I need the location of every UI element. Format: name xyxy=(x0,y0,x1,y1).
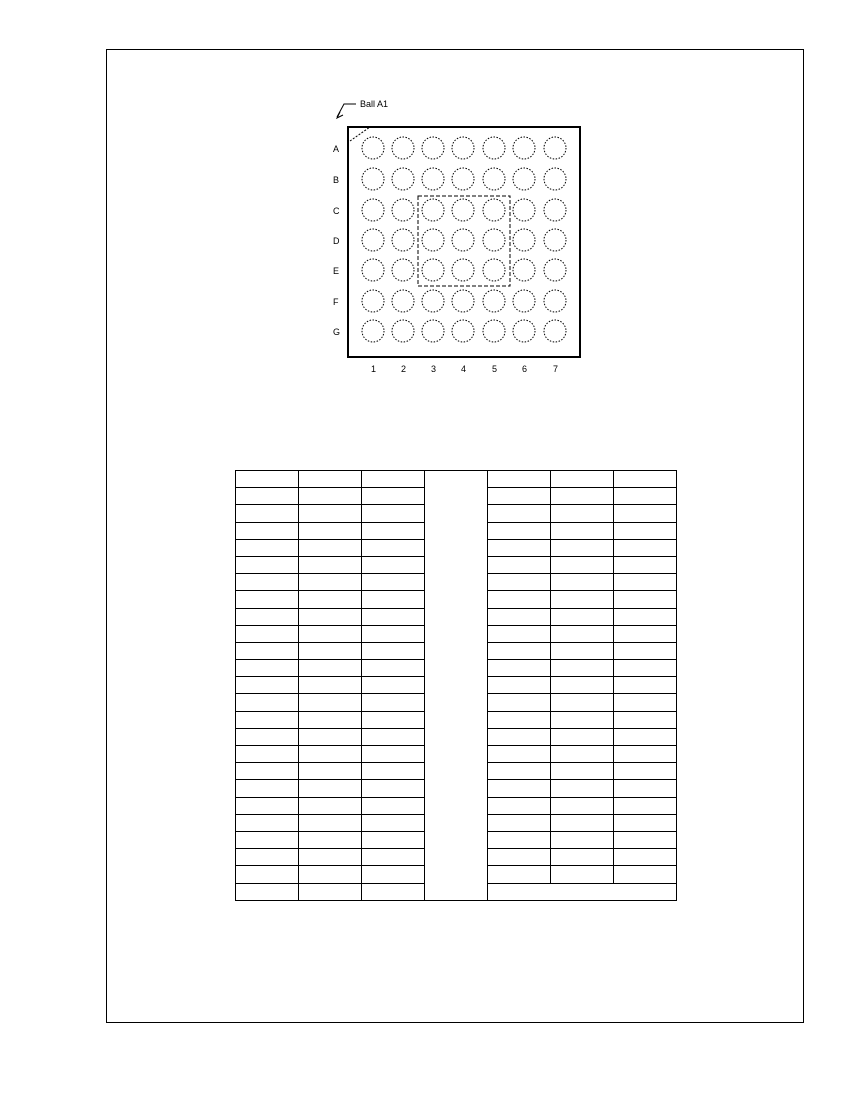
table-cell xyxy=(551,505,614,522)
table-cell xyxy=(362,883,425,900)
row-label: A xyxy=(333,144,340,154)
table-cell xyxy=(488,471,551,488)
table-cell xyxy=(362,539,425,556)
table-cell xyxy=(236,814,299,831)
table-cell xyxy=(299,574,362,591)
table-cell xyxy=(551,746,614,763)
ball-array xyxy=(362,137,566,342)
table-cell xyxy=(488,505,551,522)
table-cell xyxy=(236,625,299,642)
table-cell xyxy=(488,608,551,625)
column-label: 2 xyxy=(401,364,407,374)
table-cell xyxy=(299,746,362,763)
table-cell xyxy=(614,488,677,505)
table-cell xyxy=(236,608,299,625)
table-cell xyxy=(236,711,299,728)
ball-G7 xyxy=(544,320,566,342)
table-cell xyxy=(614,608,677,625)
row-label: B xyxy=(333,175,340,185)
pin-assignment-table xyxy=(235,470,677,901)
table-cell xyxy=(236,831,299,848)
table-cell xyxy=(551,677,614,694)
table-cell xyxy=(299,677,362,694)
table-cell xyxy=(551,591,614,608)
table-cell xyxy=(614,591,677,608)
ball-C7 xyxy=(544,199,566,221)
table-cell xyxy=(299,797,362,814)
table-cell xyxy=(551,625,614,642)
table-cell xyxy=(488,849,551,866)
table-cell xyxy=(488,677,551,694)
ball-D1 xyxy=(362,229,384,251)
ball-E6 xyxy=(513,259,535,281)
ball-B3 xyxy=(422,168,444,190)
table-cell xyxy=(236,763,299,780)
table-cell xyxy=(299,728,362,745)
table-cell-merged xyxy=(488,883,677,900)
ball-C5 xyxy=(483,199,505,221)
table-cell xyxy=(614,471,677,488)
table-cell xyxy=(236,591,299,608)
table-cell xyxy=(299,814,362,831)
ball-D3 xyxy=(422,229,444,251)
ball-C3 xyxy=(422,199,444,221)
ball-G2 xyxy=(392,320,414,342)
ball-D7 xyxy=(544,229,566,251)
table-cell xyxy=(551,660,614,677)
column-label: 3 xyxy=(431,364,437,374)
ball-D4 xyxy=(452,229,474,251)
table-cell xyxy=(299,488,362,505)
table-cell xyxy=(299,780,362,797)
table-cell xyxy=(362,522,425,539)
column-labels xyxy=(371,364,558,374)
ball-C6 xyxy=(513,199,535,221)
table-cell xyxy=(551,780,614,797)
ball-G5 xyxy=(483,320,505,342)
table-cell xyxy=(362,711,425,728)
table-cell xyxy=(236,539,299,556)
ball-C2 xyxy=(392,199,414,221)
table-cell xyxy=(299,642,362,659)
ball-B4 xyxy=(452,168,474,190)
table-cell xyxy=(614,556,677,573)
table-cell xyxy=(362,763,425,780)
table-cell xyxy=(362,505,425,522)
table-cell xyxy=(362,866,425,883)
table-cell xyxy=(488,797,551,814)
table-cell xyxy=(236,780,299,797)
table-cell xyxy=(236,746,299,763)
table-cell xyxy=(614,642,677,659)
table-cell xyxy=(236,471,299,488)
table-cell xyxy=(299,849,362,866)
ball-A6 xyxy=(513,137,535,159)
table-cell xyxy=(362,625,425,642)
table-cell xyxy=(362,488,425,505)
table-cell xyxy=(488,746,551,763)
ball-G6 xyxy=(513,320,535,342)
table-cell xyxy=(488,814,551,831)
table-cell xyxy=(488,866,551,883)
ball-B2 xyxy=(392,168,414,190)
row-label: E xyxy=(333,266,340,276)
ball-A7 xyxy=(544,137,566,159)
ball-E5 xyxy=(483,259,505,281)
ball-C4 xyxy=(452,199,474,221)
table-spacer xyxy=(425,471,488,901)
table-cell xyxy=(299,660,362,677)
table-cell xyxy=(614,505,677,522)
ball-D5 xyxy=(483,229,505,251)
table-cell xyxy=(488,488,551,505)
table-cell xyxy=(236,642,299,659)
table-cell xyxy=(299,866,362,883)
package-outline xyxy=(348,127,580,357)
table-cell xyxy=(362,831,425,848)
table-cell xyxy=(614,539,677,556)
table-cell xyxy=(488,556,551,573)
table-cell xyxy=(362,574,425,591)
ball-E3 xyxy=(422,259,444,281)
table-cell xyxy=(236,883,299,900)
ball-B6 xyxy=(513,168,535,190)
table-cell xyxy=(362,471,425,488)
table-cell xyxy=(236,522,299,539)
table-cell xyxy=(614,677,677,694)
table-cell xyxy=(299,694,362,711)
column-label: 5 xyxy=(492,364,498,374)
table-cell xyxy=(614,694,677,711)
table-cell xyxy=(299,591,362,608)
table-cell xyxy=(236,488,299,505)
table-cell xyxy=(236,849,299,866)
table-cell xyxy=(299,625,362,642)
table-cell xyxy=(362,849,425,866)
ball-F4 xyxy=(452,290,474,312)
table-cell xyxy=(299,505,362,522)
table-cell xyxy=(551,574,614,591)
table-cell xyxy=(614,574,677,591)
table-cell xyxy=(551,471,614,488)
ball-B7 xyxy=(544,168,566,190)
column-label: 1 xyxy=(371,364,377,374)
table-cell xyxy=(488,625,551,642)
table-cell xyxy=(488,831,551,848)
row-labels xyxy=(333,144,340,337)
table-cell xyxy=(299,539,362,556)
table-cell xyxy=(614,831,677,848)
table-cell xyxy=(362,780,425,797)
ball-B5 xyxy=(483,168,505,190)
ball-F1 xyxy=(362,290,384,312)
column-label: 6 xyxy=(522,364,528,374)
table-cell xyxy=(362,608,425,625)
table-cell xyxy=(236,866,299,883)
table-cell xyxy=(551,866,614,883)
ball-B1 xyxy=(362,168,384,190)
table-cell xyxy=(551,642,614,659)
table-cell xyxy=(614,763,677,780)
table-cell xyxy=(299,883,362,900)
table-cell xyxy=(551,711,614,728)
table-cell xyxy=(362,797,425,814)
row-label: D xyxy=(333,236,340,246)
ball-D2 xyxy=(392,229,414,251)
table-cell xyxy=(551,488,614,505)
table-cell xyxy=(614,814,677,831)
table-cell xyxy=(236,505,299,522)
row-label: C xyxy=(333,206,340,216)
table-cell xyxy=(299,831,362,848)
column-label: 7 xyxy=(553,364,559,374)
ball-A5 xyxy=(483,137,505,159)
table-cell xyxy=(236,694,299,711)
table-row xyxy=(236,471,677,488)
table-cell xyxy=(236,574,299,591)
table-cell xyxy=(488,711,551,728)
table-cell xyxy=(551,608,614,625)
table-cell xyxy=(236,556,299,573)
table-cell xyxy=(362,814,425,831)
table-cell xyxy=(614,660,677,677)
table-cell xyxy=(551,797,614,814)
ball-A1 xyxy=(362,137,384,159)
table-cell xyxy=(551,849,614,866)
ball-G3 xyxy=(422,320,444,342)
table-cell xyxy=(362,746,425,763)
table-cell xyxy=(488,780,551,797)
ball-grid-diagram xyxy=(0,0,850,460)
table-cell xyxy=(488,660,551,677)
ball-E7 xyxy=(544,259,566,281)
table-cell xyxy=(488,642,551,659)
ball-F3 xyxy=(422,290,444,312)
table-cell xyxy=(551,539,614,556)
table-cell xyxy=(551,814,614,831)
table-cell xyxy=(362,642,425,659)
table-cell xyxy=(299,711,362,728)
center-ball-region xyxy=(418,196,510,286)
table-cell xyxy=(488,763,551,780)
ball-G4 xyxy=(452,320,474,342)
table-cell xyxy=(488,539,551,556)
ball-F2 xyxy=(392,290,414,312)
table-cell xyxy=(614,711,677,728)
row-label: F xyxy=(333,297,339,307)
table-cell xyxy=(614,728,677,745)
table-cell xyxy=(362,591,425,608)
table-cell xyxy=(236,728,299,745)
row-label: G xyxy=(333,327,341,337)
table-cell xyxy=(362,728,425,745)
table-cell xyxy=(551,694,614,711)
table-cell xyxy=(299,471,362,488)
table-cell xyxy=(551,763,614,780)
table-cell xyxy=(614,797,677,814)
ball-F6 xyxy=(513,290,535,312)
table-cell xyxy=(488,522,551,539)
table-cell xyxy=(614,849,677,866)
table-cell xyxy=(488,591,551,608)
table-cell xyxy=(299,522,362,539)
ball-E4 xyxy=(452,259,474,281)
table-cell xyxy=(299,763,362,780)
table-cell xyxy=(614,625,677,642)
table-cell xyxy=(236,660,299,677)
ball-E2 xyxy=(392,259,414,281)
table-cell xyxy=(488,574,551,591)
ball-A2 xyxy=(392,137,414,159)
table-cell xyxy=(551,556,614,573)
table-cell xyxy=(614,780,677,797)
ball-G1 xyxy=(362,320,384,342)
table-cell xyxy=(614,522,677,539)
ball-a1-label: Ball A1 xyxy=(360,99,389,109)
ball-F5 xyxy=(483,290,505,312)
table-cell xyxy=(299,608,362,625)
table-cell xyxy=(362,556,425,573)
table-cell xyxy=(362,694,425,711)
ball-A4 xyxy=(452,137,474,159)
table-cell xyxy=(236,797,299,814)
table-cell xyxy=(362,660,425,677)
ball-C1 xyxy=(362,199,384,221)
ball-a1-leader xyxy=(337,104,356,117)
table-cell xyxy=(551,831,614,848)
table-cell xyxy=(299,556,362,573)
table-cell xyxy=(551,728,614,745)
ball-D6 xyxy=(513,229,535,251)
column-label: 4 xyxy=(461,364,467,374)
table-cell xyxy=(488,694,551,711)
table-cell xyxy=(362,677,425,694)
table-cell xyxy=(614,866,677,883)
ball-E1 xyxy=(362,259,384,281)
table-cell xyxy=(551,522,614,539)
table-cell xyxy=(488,728,551,745)
table-cell xyxy=(614,746,677,763)
table-cell xyxy=(236,677,299,694)
ball-A3 xyxy=(422,137,444,159)
ball-F7 xyxy=(544,290,566,312)
